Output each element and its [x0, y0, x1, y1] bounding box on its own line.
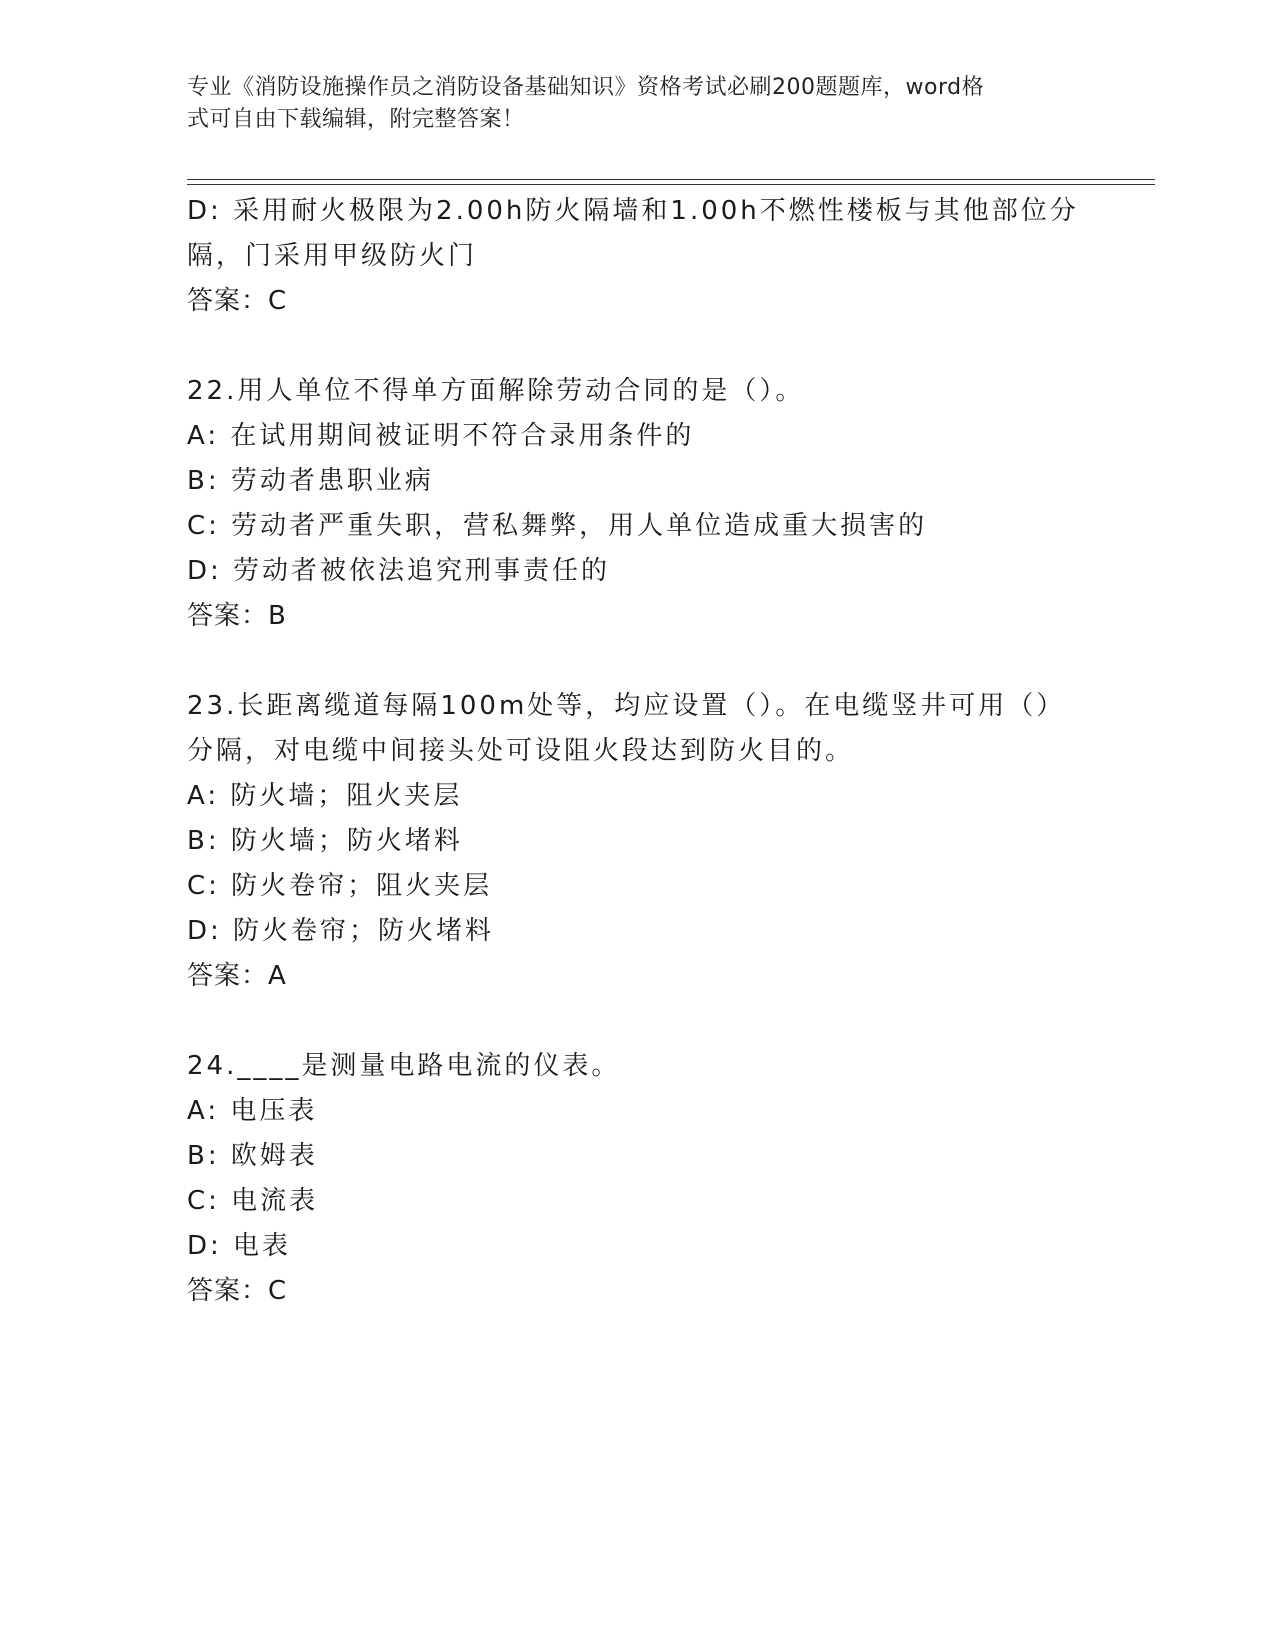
document-header — [187, 72, 1087, 136]
document-body — [187, 189, 1087, 1314]
option-b: B: 欧姆表 — [187, 1141, 318, 1171]
header-divider-top — [187, 179, 1155, 180]
header-divider-bottom — [187, 184, 1155, 185]
option-b: B: 防火墙；防火堵料 — [187, 826, 463, 856]
spacer — [187, 999, 1087, 1044]
question-23 — [187, 684, 1087, 999]
option-d: D: 劳动者被依法追究刑事责任的 — [187, 556, 611, 586]
header-line-2: 式可自由下载编辑，附完整答案！ — [187, 107, 525, 132]
option-a: A: 电压表 — [187, 1096, 318, 1126]
question-stem: 24.____是测量电路电流的仪表。 — [187, 1051, 621, 1081]
question-stem: 23.长距离缆道每隔100m处等，均应设置（）。在电缆竖井可用（） — [187, 691, 1066, 721]
answer-label: 答案：B — [187, 601, 287, 631]
answer-label: 答案：C — [187, 1276, 288, 1306]
question-stem-continued: 分隔，对电缆中间接头处可设阻火段达到防火目的。 — [187, 736, 855, 766]
option-a: A: 在试用期间被证明不符合录用条件的 — [187, 421, 695, 451]
option-c: C: 防火卷帘；阻火夹层 — [187, 871, 493, 901]
option-d-line-2: 隔，门采用甲级防火门 — [187, 241, 478, 271]
option-c: C: 电流表 — [187, 1186, 319, 1216]
previous-question-tail — [187, 189, 1087, 324]
question-22 — [187, 369, 1087, 639]
option-d: D: 防火卷帘；防火堵料 — [187, 916, 495, 946]
option-b: B: 劳动者患职业病 — [187, 466, 434, 496]
question-24 — [187, 1044, 1087, 1314]
question-stem: 22.用人单位不得单方面解除劳动合同的是（）。 — [187, 376, 805, 406]
answer-label: 答案：A — [187, 961, 287, 991]
spacer — [187, 324, 1087, 369]
option-d: D: 电表 — [187, 1231, 292, 1261]
answer-label: 答案：C — [187, 286, 288, 316]
option-c: C: 劳动者严重失职，营私舞弊，用人单位造成重大损害的 — [187, 511, 928, 541]
header-line-1: 专业《消防设施操作员之消防设备基础知识》资格考试必刷200题题库，word格 — [187, 75, 985, 100]
option-a: A: 防火墙；阻火夹层 — [187, 781, 463, 811]
option-d-line-1: D: 采用耐火极限为2.00h防火隔墙和1.00h不燃性楼板与其他部位分 — [187, 196, 1079, 226]
spacer — [187, 639, 1087, 684]
